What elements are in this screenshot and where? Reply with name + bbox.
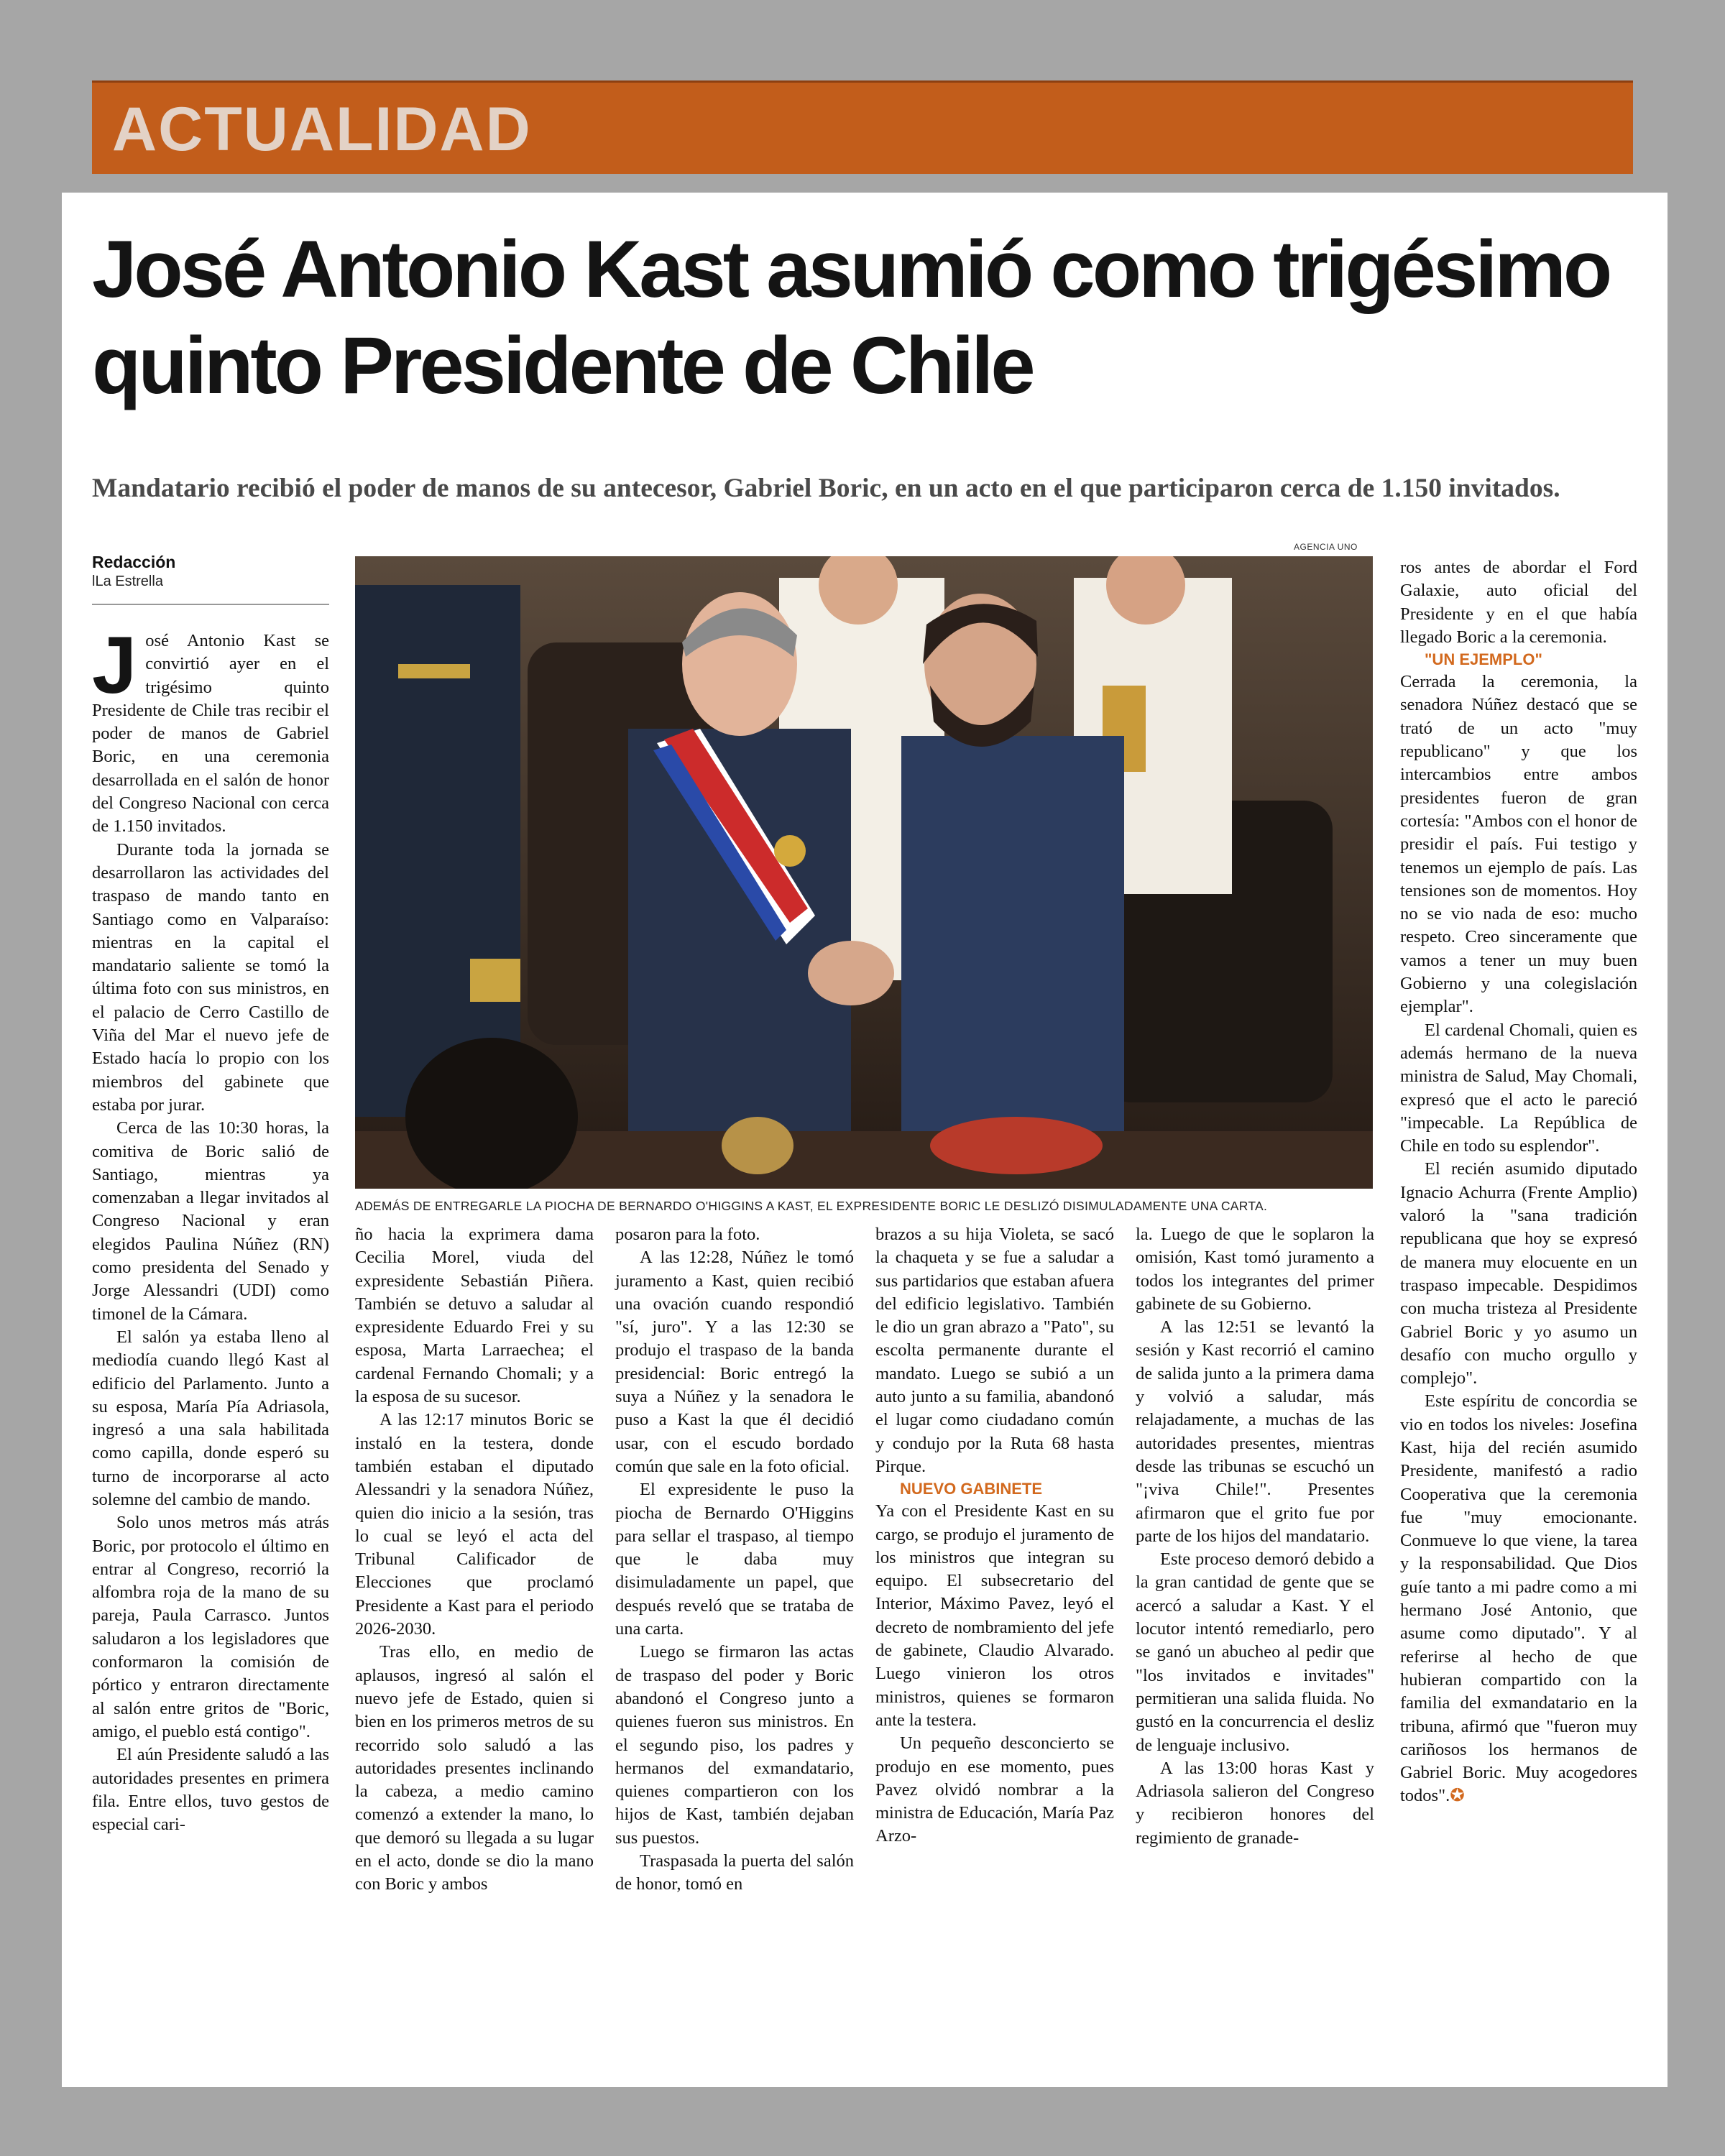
paragraph: A las 13:00 horas Kast y Adriasola salieron del Congreso y recibieron honores del regimiento de granade- (1136, 1758, 1374, 1848)
section-subtitle: "UN EJEMPLO" (1425, 650, 1542, 669)
paragraph: El recién asumido diputado Ignacio Achurra (Frente Amplio) valoró la "sana tradición republicana que hoy se expresó de manera muy elocuente en un traspaso impecable. Despidimos con mucha tristeza al Presidente Gabriel Boric y yo asumo un desafío con mucho orgullo y complejo". (1400, 1159, 1637, 1388)
article-column-3 (615, 1223, 854, 1897)
paragraph (92, 620, 329, 839)
section-subtitle: NUEVO GABINETE (900, 1480, 1043, 1498)
paragraph: posaron para la foto. (615, 1225, 760, 1244)
paragraph: Cerca de las 10:30 horas, la comitiva de Boric salió de Santiago, mientras ya comenzaban a llegar invitados al Congreso Nacional y eran elegidos Paulina Núñez (RN) como presidenta del Senado y Jorge Alessandri (UDI) como timonel de la Cámara. (92, 1118, 329, 1324)
paragraph: A las 12:28, Núñez le tomó juramento a Kast, quien recibió una ovación cuando respondió "sí, juro". Y a las 12:30 se produjo el traspaso de la banda presidencial: Boric entregó la suya a Núñez y la senadora le puso a Kast la que él decidió usar, con el escudo bordado común que sale en la foto oficial. (615, 1248, 854, 1476)
byline-outlet: lLa Estrella (92, 573, 163, 589)
paragraph (1400, 1390, 1637, 1807)
subheadline: Mandatario recibió el poder de manos de su antecesor, Gabriel Boric, en un acto en el que participaron cerca de 1.150 invitados. (92, 474, 1560, 503)
paragraph: Tras ello, en medio de aplausos, ingresó al salón el nuevo jefe de Estado, quien si bien en los primeros metros de su recorrido solo saludó a las autoridades presentes inclinando la cabeza, a medio camino comenzó a extender la mano, lo que demoró su llegada a su lugar en el acto, donde se dio la mano con Boric y ambos (355, 1642, 594, 1894)
section-header-bar (92, 80, 1633, 174)
paragraph: El expresidente le puso la piocha de Bernardo O'Higgins para sellar el traspaso, al tiempo que le daba muy disimuladamente un papel, que después reveló que se trataba de una carta. (615, 1480, 854, 1639)
article-column-1 (92, 620, 329, 1836)
byline (92, 552, 329, 605)
paragraph: El cardenal Chomali, quien es además hermano de la nueva ministra de Salud, May Chomali, expresó que el acto le pareció "impecable. La República de Chile en todo su esplendor". (1400, 1020, 1637, 1156)
article-column-6 (1400, 556, 1637, 1808)
paragraph: ño hacia la exprimera dama Cecilia Morel, viuda del expresidente Sebastián Piñera. También se detuvo a saludar al expresidente Eduardo Frei y su esposa, Marta Larraechea; el cardenal Fernando Chomali; y a la esposa de su sucesor. (355, 1225, 594, 1407)
paragraph: Cerrada la ceremonia, la senadora Núñez destacó que se trató de un acto "muy republicano" y que los intercambios entre ambos presidentes fueron de gran cortesía: "Ambos con el honor de presidir el país. Fui testigo y tenemos un ejemplo de país. Las tensiones son de momentos. Hoy no se vio nada de eso: mucho respeto. Creo sinceramente que vamos a tener un muy buen Gobierno y una colegislación ejemplar". (1400, 672, 1637, 1017)
section-title: ACTUALIDAD (112, 95, 532, 164)
paragraph: Traspasada la puerta del salón de honor, tomó en (615, 1851, 854, 1894)
paragraph: A las 12:17 minutos Boric se instaló en la testera, donde también estaban el diputado Alessandri y la senadora Núñez, quien dio inicio a la sesión, tras lo cual se leyó el acta del Tribunal Calificador de Elecciones que proclamó Presidente a Kast para el periodo 2026-2030. (355, 1410, 594, 1639)
paragraph: Durante toda la jornada se desarrollaron las actividades del traspaso de mando tanto en Santiago como en Valparaíso: mientras en la capital el mandatario saliente se tomó la última foto con sus ministros, en el palacio de Cerro Castillo de Viña del Mar el nuevo jefe de Estado hacía lo propio con los miembros del gabinete que estaba por jurar. (92, 839, 329, 1115)
paragraph-text: osé Antonio Kast se convirtió ayer en el trigésimo quinto Presidente de Chile tras recibir el poder de manos de Gabriel Boric, en una ceremonia desarrollada en el salón de honor del Congreso Nacional con cerca de 1.150 invitados. (92, 631, 329, 837)
paragraph: Ya con el Presidente Kast en su cargo, se produjo el juramento de los ministros que integran su equipo. El subsecretario del Interior, Máximo Pavez, leyó el decreto de nombramiento del jefe de gabinete, Claudio Alvarado. Luego vinieron los otros ministros, quienes se formaron ante la testera. (875, 1501, 1114, 1730)
paragraph: ros antes de abordar el Ford Galaxie, auto oficial del Presidente y en el que había llegado Boric a la ceremonia. (1400, 558, 1637, 647)
headline: José Antonio Kast asumió como trigésimo quinto Presidente de Chile (92, 224, 1610, 410)
paragraph: El aún Presidente saludó a las autoridades presentes en primera fila. Entre ellos, tuvo gestos de especial cari- (92, 1745, 329, 1835)
newspaper-page (62, 193, 1668, 2087)
byline-author: Redacción (92, 553, 176, 571)
paragraph: Este proceso demoró debido a la gran cantidad de gente que se acercó a saludar a Kast. Y el locutor intentó remediarlo, pero se ganó un abucheo al pedir que "los invitados e invitades" permitieran una salida fluida. No gustó en la concurrencia el desliz de lenguaje inclusivo. (1136, 1549, 1374, 1755)
photo-credit: AGENCIA UNO (1294, 542, 1358, 552)
article-column-5 (1136, 1223, 1374, 1850)
paragraph-text: Este espíritu de concordia se vio en todos los niveles: Josefina Kast, hija del recién asumido Presidente, manifestó a radio Cooperativa que la ceremonia fue "muy emocionante. Conmueve lo que viene, la tarea y la responsabilidad. Que Dios guíe tanto a mi padre como a mi hermano José Antonio, que asume como diputado". Y al referirse al hecho de que hubieran compartido con la familia del exmandatario en la tribuna, afirmó que "fueron muy cariñosos los hermanos de Gabriel Boric. Muy acogedores todos". (1400, 1391, 1637, 1806)
article-column-4 (875, 1223, 1114, 1848)
photo-caption: ADEMÁS DE ENTREGARLE LA PIOCHA DE BERNARDO O'HIGGINS A KAST, EL EXPRESIDENTE BORIC LE DESLIZÓ DISIMULADAMENTE UNA CARTA. (355, 1199, 1268, 1213)
article-column-2 (355, 1223, 594, 1897)
main-photo (355, 556, 1373, 1189)
paragraph: brazos a su hija Violeta, se sacó la chaqueta y se fue a saludar a sus partidarios que estaban afuera del edificio legislativo. También le dio un gran abrazo a "Pato", su escolta permanente durante el mandato. Luego se subió a un auto junto a su familia, abandonó el lugar como ciudadano común y condujo por la Ruta 68 hasta Pirque. (875, 1225, 1114, 1476)
paragraph: la. Luego de que le soplaron la omisión, Kast tomó juramento a todos los integrantes del primer gabinete de su Gobierno. (1136, 1225, 1374, 1314)
paragraph: El salón ya estaba lleno al mediodía cuando llegó Kast al edificio del Parlamento. Junto a su esposa, María Pía Adriasola, ingresó a una sala habilitada como capilla, donde esperó su turno de incorporarse al acto solemne del cambio de mando. (92, 1327, 329, 1509)
photo-illustration (355, 556, 1373, 1189)
drop-cap: J (92, 620, 137, 710)
paragraph: Un pequeño desconcierto se produjo en ese momento, pues Pavez olvidó nombrar a la ministra de Educación, María Paz Arzo- (875, 1733, 1114, 1846)
paragraph: Solo unos metros más atrás Boric, por protocolo el último en entrar al Congreso, recorrió la alfombra roja de la mano de su pareja, Paula Carrasco. Juntos saludaron a los legisladores que conformaron la comisión de pórtico y entraron directamente al salón entre gritos de "Boric, amigo, el pueblo está contigo". (92, 1513, 329, 1741)
end-mark-icon: ✪ (1450, 1786, 1465, 1806)
paragraph: A las 12:51 se levantó la sesión y Kast recorrió el camino de salida junto a la primera dama y volvió a saludar, más relajadamente, a muchas de las autoridades presentes, mientras desde las tribunas se escuchó un "¡viva Chile!". Presentes afirmaron que el grito fue por parte de los hijos del mandatario. (1136, 1317, 1374, 1546)
paragraph: Luego se firmaron las actas de traspaso del poder y Boric abandonó el Congreso junto a quienes fueron sus ministros. En el segundo piso, los padres y hermanos del exmandatario, quienes compartieron con los hijos de Kast, también dejaban sus puestos. (615, 1642, 854, 1848)
